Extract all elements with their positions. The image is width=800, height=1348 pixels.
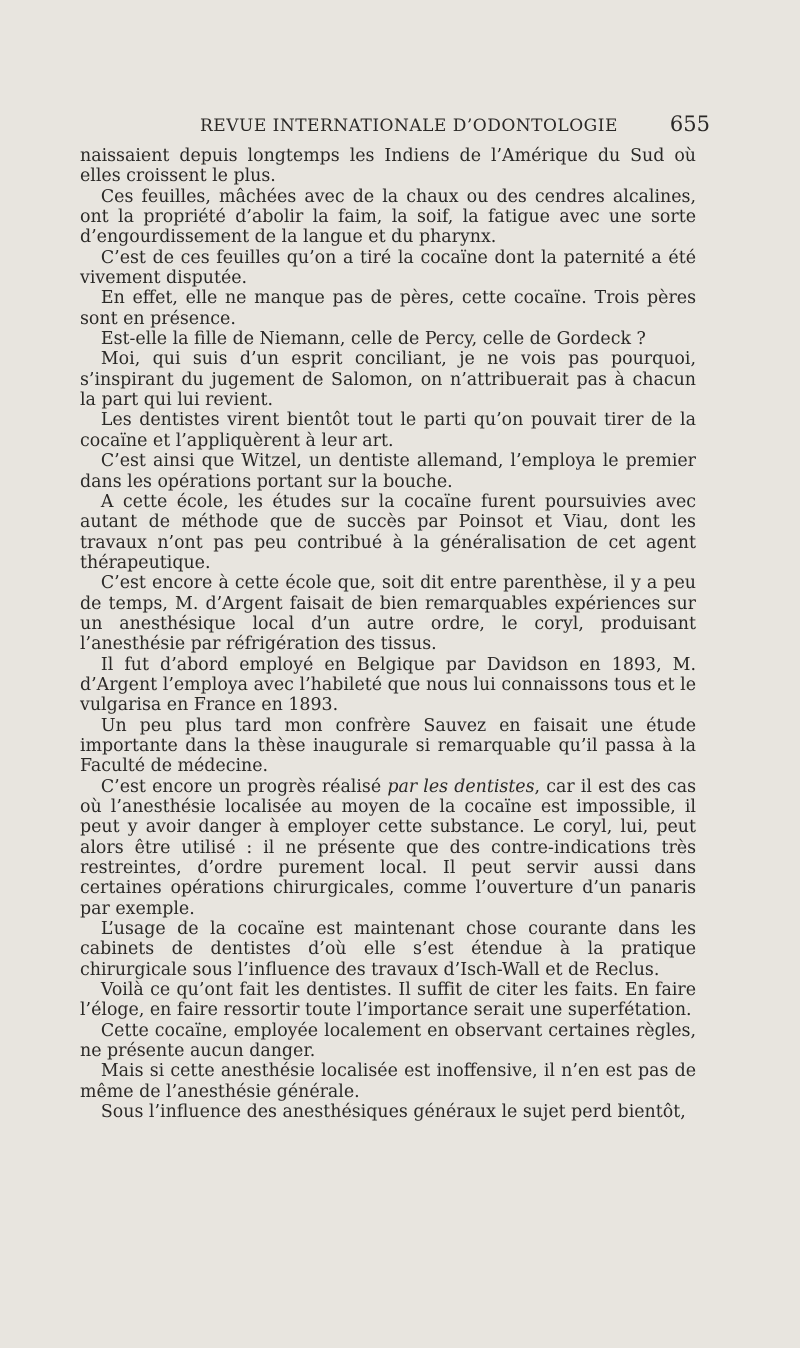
paragraph: naissaient depuis longtemps les Indiens de l’Amérique du Sud où elles croissent le plus. xyxy=(80,146,696,187)
paragraph: En effet, elle ne manque pas de pères, cette cocaïne. Trois pères sont en présence. xyxy=(80,288,696,329)
paragraph-with-emphasis xyxy=(80,777,696,919)
paragraph: Il fut d’abord employé en Belgique par Davidson en 1893, M. d’Argent l’employa avec l’habileté que nous lui connaissons tous et le vulgarisa en France en 1893. xyxy=(80,654,696,716)
paragraph: A cette école, les études sur la cocaïne furent poursuivies avec autant de méthode que de succès par Poinsot et Viau, dont les travaux n’ont pas peu contribué à la généralisation de cet agent thérapeutique. xyxy=(80,491,696,573)
paragraph: C’est de ces feuilles qu’on a tiré la cocaïne dont la paternité a été vivement disputée. xyxy=(80,247,696,289)
paragraph: Est-elle la fille de Niemann, celle de Percy, celle de Gordeck ? xyxy=(100,329,646,350)
paragraph: C’est ainsi que Witzel, un dentiste allemand, l’employa le premier dans les opérations portant sur la bouche. xyxy=(80,451,696,492)
paragraph-text: C’est encore un progrès réalisé xyxy=(100,776,388,797)
body-text xyxy=(80,146,696,1123)
paragraph: Un peu plus tard mon confrère Sauvez en faisait une étude importante dans la thèse inaugurale si remarquable qu’il passa à la Faculté de médecine. xyxy=(80,715,696,777)
running-title: REVUE INTERNATIONALE D’ODONTOLOGIE xyxy=(200,116,618,136)
paragraph: Sous l’influence des anesthésiques généraux le sujet perd bientôt, xyxy=(100,1102,686,1123)
emphasized-text: par les dentistes xyxy=(387,776,535,797)
paragraph: L’usage de la cocaïne est maintenant chose courante dans les cabinets de dentistes d’où elle s’est étendue à la pratique chirurgicale sous l’influence des travaux d’Isch-Wall et de Reclus. xyxy=(80,919,696,980)
paragraph: Ces feuilles, mâchées avec de la chaux ou des cendres alcalines, ont la propriété d’abolir la faim, la soif, la fatigue avec une sorte d’engourdissement de la langue et du pharynx. xyxy=(80,186,696,248)
paragraph: Voilà ce qu’ont fait les dentistes. Il suffit de citer les faits. En faire l’éloge, en faire ressortir toute l’importance serait une superfétation. xyxy=(80,980,696,1021)
page-number: 655 xyxy=(669,112,710,136)
page-header xyxy=(80,112,710,140)
paragraph-text: , car il est des cas où l’anesthésie localisée au moyen de la cocaïne est impossible, il peut y avoir danger à employer cette substance. Le coryl, lui, peut alors être utilisé : il ne présente que des contre-indications très restreintes, d’ordre purement local. Il peut servir aussi dans certaines opérations chirurgicales, comme l’ouverture d’un panaris par exemple. xyxy=(80,776,696,919)
paragraph: Cette cocaïne, employée localement en observant certaines règles, ne présente aucun danger. xyxy=(80,1020,696,1062)
paragraph: C’est encore à cette école que, soit dit entre parenthèse, il y a peu de temps, M. d’Argent faisait de bien remarquables expériences sur un anesthésique local d’un autre ordre, le coryl, produisant l’anesthésie par réfrigération des tissus. xyxy=(80,573,696,655)
paragraph: Mais si cette anesthésie localisée est inoffensive, il n’en est pas de même de l’anesthésie générale. xyxy=(80,1061,696,1102)
paragraph: Les dentistes virent bientôt tout le parti qu’on pouvait tirer de la cocaïne et l’appliquèrent à leur art. xyxy=(80,410,696,451)
paragraph: Moi, qui suis d’un esprit conciliant, je ne vois pas pourquoi, s’inspirant du jugement de Salomon, on n’attribuerait pas à chacun la part qui lui revient. xyxy=(80,349,696,411)
